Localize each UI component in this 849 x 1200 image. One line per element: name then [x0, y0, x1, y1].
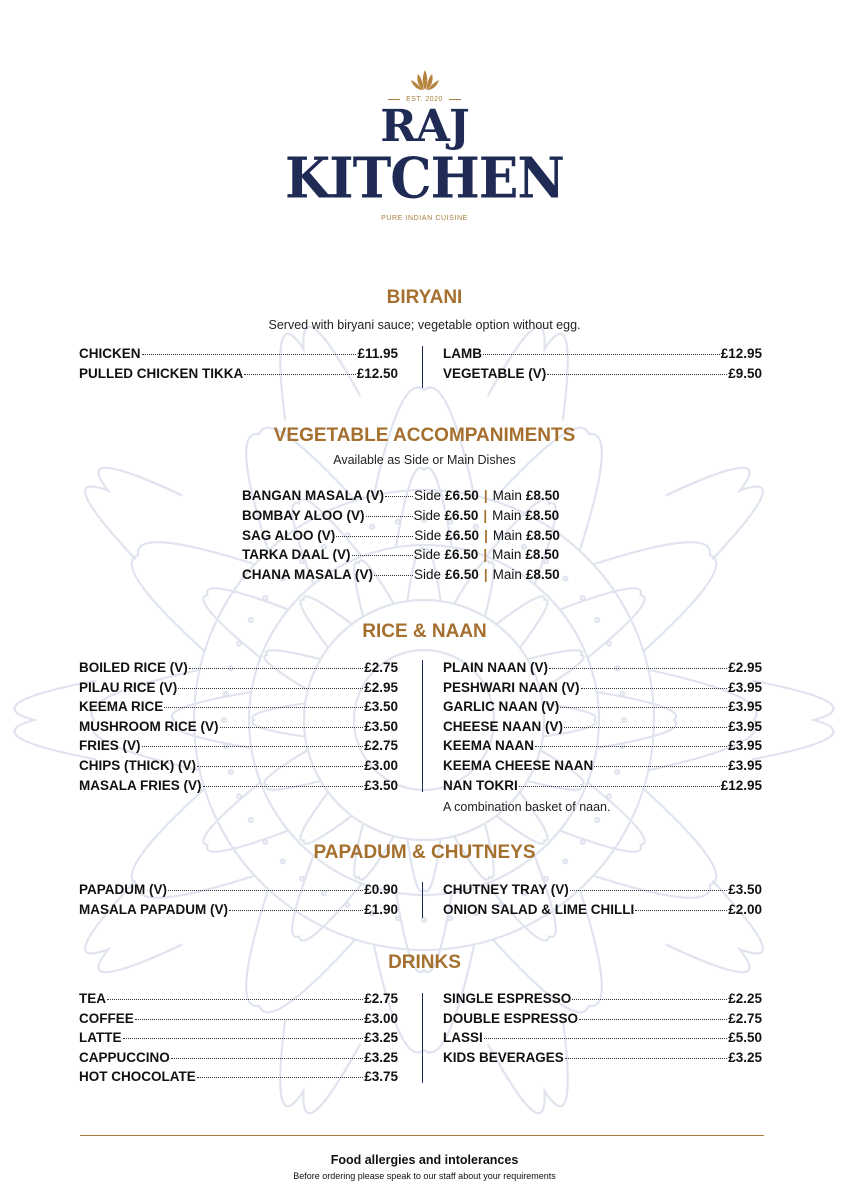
item-price: £2.25 [728, 991, 762, 1006]
veg-item [242, 508, 602, 528]
papadum-left-list [79, 882, 398, 921]
side-price: £6.50 [445, 527, 480, 543]
main-label: Main [492, 527, 523, 543]
item-name: KEEMA NAAN [443, 738, 534, 754]
item-price: £5.50 [728, 1030, 762, 1046]
item-name: CHEESE NAAN (V) [443, 718, 564, 734]
menu-item [443, 366, 762, 386]
item-name: FRIES (V) [79, 738, 141, 754]
item-price: £0.90 [364, 882, 398, 897]
dot-leader [560, 707, 727, 708]
item-price: £3.25 [364, 1049, 398, 1065]
item-name: MASALA FRIES (V) [79, 777, 202, 793]
menu-item [79, 778, 398, 798]
dot-leader [483, 354, 720, 355]
biryani-subtitle: Served with biryani sauce; vegetable option without egg. [268, 318, 581, 332]
item-name: VEGETABLE (V) [443, 365, 547, 381]
side-price: £6.50 [444, 547, 479, 563]
price-separator: | [483, 488, 488, 503]
dot-leader [385, 496, 413, 497]
item-name: PULLED CHICKEN TIKKA [79, 365, 244, 381]
menu-item [79, 660, 398, 680]
dot-leader [107, 999, 363, 1000]
dot-leader [635, 910, 727, 911]
side-price: £6.50 [445, 567, 479, 583]
side-label: Side [414, 488, 442, 503]
item-price: £3.50 [364, 718, 398, 734]
item-name: NAN TOKRI [443, 777, 518, 793]
menu-item [79, 1050, 398, 1070]
item-price: £3.95 [728, 757, 762, 773]
dot-leader [374, 575, 413, 576]
lotus-icon [403, 68, 447, 92]
item-name: MASALA PAPADUM (V) [79, 901, 228, 917]
dot-leader [519, 786, 720, 787]
logo [0, 68, 849, 222]
item-price: £3.95 [728, 718, 762, 734]
rice-list [79, 660, 398, 797]
veg-subtitle: Available as Side or Main Dishes [333, 453, 516, 467]
main-price: £8.50 [525, 547, 560, 563]
item-price: £3.95 [728, 679, 762, 695]
menu-item [79, 699, 398, 719]
item-name: KIDS BEVERAGES [443, 1049, 564, 1065]
brand-name-kitchen: KITCHEN [285, 145, 564, 212]
menu-item [443, 346, 762, 366]
item-price: £12.95 [720, 777, 762, 793]
dot-leader [197, 1077, 363, 1078]
item-price: £12.50 [356, 365, 398, 381]
established-label: EST. 2020 [0, 96, 849, 103]
veg-list [242, 488, 602, 587]
item-name: TARKA DAAL (V) [242, 547, 351, 563]
item-price: £2.95 [364, 679, 398, 695]
menu-item [79, 991, 398, 1011]
dot-leader [178, 688, 363, 689]
item-name: GARLIC NAAN (V) [443, 699, 560, 715]
item-price: £2.95 [728, 660, 762, 675]
item-price: £3.00 [364, 1010, 398, 1026]
side-label: Side [414, 567, 442, 583]
item-name: DOUBLE ESPRESSO [443, 1010, 579, 1026]
drinks-title: DRINKS [388, 952, 461, 973]
veg-item [242, 528, 602, 548]
item-name: CHIPS (THICK) (V) [79, 757, 196, 773]
veg-item [242, 488, 602, 508]
main-price: £8.50 [526, 527, 560, 543]
item-price: £11.95 [357, 346, 398, 361]
dot-leader [142, 746, 364, 747]
dot-leader [549, 668, 727, 669]
menu-item [79, 1030, 398, 1050]
biryani-left-list [79, 346, 398, 385]
menu-item [443, 1050, 762, 1070]
dot-leader [135, 1019, 363, 1020]
column-divider [422, 993, 423, 1083]
item-name: PLAIN NAAN (V) [443, 660, 548, 675]
price-separator: | [484, 527, 488, 543]
dot-leader [203, 786, 364, 787]
menu-item [443, 902, 762, 922]
item-price: £3.25 [364, 1030, 398, 1046]
papadum-title: PAPADUM & CHUTNEYS [313, 842, 536, 863]
item-name: SINGLE ESPRESSO [443, 991, 572, 1006]
biryani-right-list [443, 346, 762, 385]
veg-title: VEGETABLE ACCOMPANIMENTS [273, 425, 576, 446]
menu-item [79, 346, 398, 366]
item-price: £2.75 [364, 660, 398, 675]
dot-leader [123, 1038, 364, 1039]
item-price: £2.75 [728, 1010, 762, 1026]
item-name: CHANA MASALA (V) [242, 567, 373, 583]
item-name: LATTE [79, 1030, 122, 1046]
menu-item [79, 719, 398, 739]
menu-item [79, 1069, 398, 1089]
item-name: COFFEE [79, 1010, 134, 1026]
menu-item [443, 738, 762, 758]
dot-leader [229, 910, 363, 911]
menu-item [443, 1030, 762, 1050]
dot-leader [197, 766, 363, 767]
menu-item [443, 991, 762, 1011]
dot-leader [171, 1058, 363, 1059]
dot-leader [189, 668, 363, 669]
dot-leader [164, 707, 363, 708]
veg-item [242, 567, 602, 587]
item-name: HOT CHOCOLATE [79, 1069, 196, 1085]
main-label: Main [492, 547, 522, 563]
item-price: £12.95 [720, 346, 762, 361]
footer-divider [80, 1135, 764, 1136]
item-name: CAPPUCCINO [79, 1049, 170, 1065]
brand-tagline: PURE INDIAN CUISINE [381, 215, 468, 222]
item-name: CHUTNEY TRAY (V) [443, 882, 569, 897]
dot-leader [579, 1019, 727, 1020]
item-price: £2.75 [364, 991, 398, 1006]
item-price: £2.00 [728, 901, 762, 917]
item-price: £9.50 [728, 365, 762, 381]
item-name: LAMB [443, 346, 482, 361]
menu-item [79, 366, 398, 386]
item-name: LASSI [443, 1030, 483, 1046]
dot-leader [244, 374, 355, 375]
menu-item [79, 758, 398, 778]
papadum-right-list [443, 882, 762, 921]
rice-naan-title: RICE & NAAN [362, 621, 487, 642]
item-price: £3.50 [728, 882, 762, 897]
item-name: CHICKEN [79, 346, 141, 361]
menu-item [79, 882, 398, 902]
allergy-text: Before ordering please speak to our staff about your requirements [293, 1171, 556, 1181]
side-label: Side [413, 547, 441, 563]
item-name: SAG ALOO (V) [242, 527, 336, 543]
dot-leader [581, 688, 728, 689]
menu-item [443, 719, 762, 739]
menu-item [443, 660, 762, 680]
menu-item [79, 1011, 398, 1031]
dot-leader [594, 766, 727, 767]
column-divider [422, 882, 423, 918]
price-separator: | [483, 507, 488, 523]
item-name: BANGAN MASALA (V) [242, 488, 384, 503]
dot-leader [142, 354, 357, 355]
side-price: £6.50 [445, 488, 479, 503]
item-name: KEEMA CHEESE NAAN [443, 757, 594, 773]
dot-leader [535, 746, 727, 747]
item-price: £3.50 [364, 699, 398, 715]
nan-tokri-note: A combination basket of naan. [443, 800, 611, 814]
veg-item [242, 547, 602, 567]
item-name: PILAU RICE (V) [79, 679, 178, 695]
side-label: Side [414, 527, 442, 543]
item-price: £1.90 [364, 901, 398, 917]
menu-item [443, 882, 762, 902]
dot-leader [484, 1038, 727, 1039]
dot-leader [572, 999, 727, 1000]
item-name: BOMBAY ALOO (V) [242, 507, 365, 523]
price-separator: | [483, 547, 488, 563]
main-label: Main [492, 567, 522, 583]
dot-leader [547, 374, 727, 375]
biryani-title: BIRYANI [386, 287, 463, 308]
item-price: £3.75 [364, 1069, 398, 1085]
drinks-right-list [443, 991, 762, 1069]
menu-item [79, 902, 398, 922]
main-price: £8.50 [525, 507, 560, 523]
item-price: £3.25 [728, 1049, 762, 1065]
dot-leader [168, 890, 363, 891]
column-divider [422, 660, 423, 792]
main-label: Main [492, 507, 522, 523]
menu-item [443, 1011, 762, 1031]
column-divider [422, 346, 423, 388]
item-price: £3.00 [364, 757, 398, 773]
dot-leader [336, 536, 413, 537]
dot-leader [366, 516, 413, 517]
item-name: KEEMA RICE [79, 699, 164, 715]
side-label: Side [413, 507, 441, 523]
menu-item [443, 758, 762, 778]
allergy-title: Food allergies and intolerances [330, 1153, 519, 1167]
item-price: £3.95 [728, 699, 762, 715]
menu-item [79, 738, 398, 758]
item-name: PAPADUM (V) [79, 882, 167, 897]
dot-leader [565, 1058, 727, 1059]
dot-leader [564, 727, 727, 728]
main-label: Main [492, 488, 522, 503]
dot-leader [220, 727, 364, 728]
menu-item [443, 778, 762, 798]
side-price: £6.50 [444, 507, 479, 523]
price-separator: | [483, 567, 488, 583]
naan-list [443, 660, 762, 797]
menu-item [443, 699, 762, 719]
item-price: £3.50 [364, 777, 398, 793]
dot-leader [352, 555, 413, 556]
item-name: TEA [79, 991, 106, 1006]
item-name: ONION SALAD & LIME CHILLI [443, 901, 635, 917]
drinks-left-list [79, 991, 398, 1089]
item-name: BOILED RICE (V) [79, 660, 188, 675]
menu-item [79, 680, 398, 700]
item-price: £3.95 [728, 738, 762, 754]
dot-leader [570, 890, 727, 891]
item-name: PESHWARI NAAN (V) [443, 679, 580, 695]
item-name: MUSHROOM RICE (V) [79, 718, 219, 734]
main-price: £8.50 [525, 567, 560, 583]
brand-name-raj: RAJ [380, 101, 469, 152]
item-price: £2.75 [364, 738, 398, 754]
menu-item [443, 680, 762, 700]
main-price: £8.50 [525, 488, 560, 503]
